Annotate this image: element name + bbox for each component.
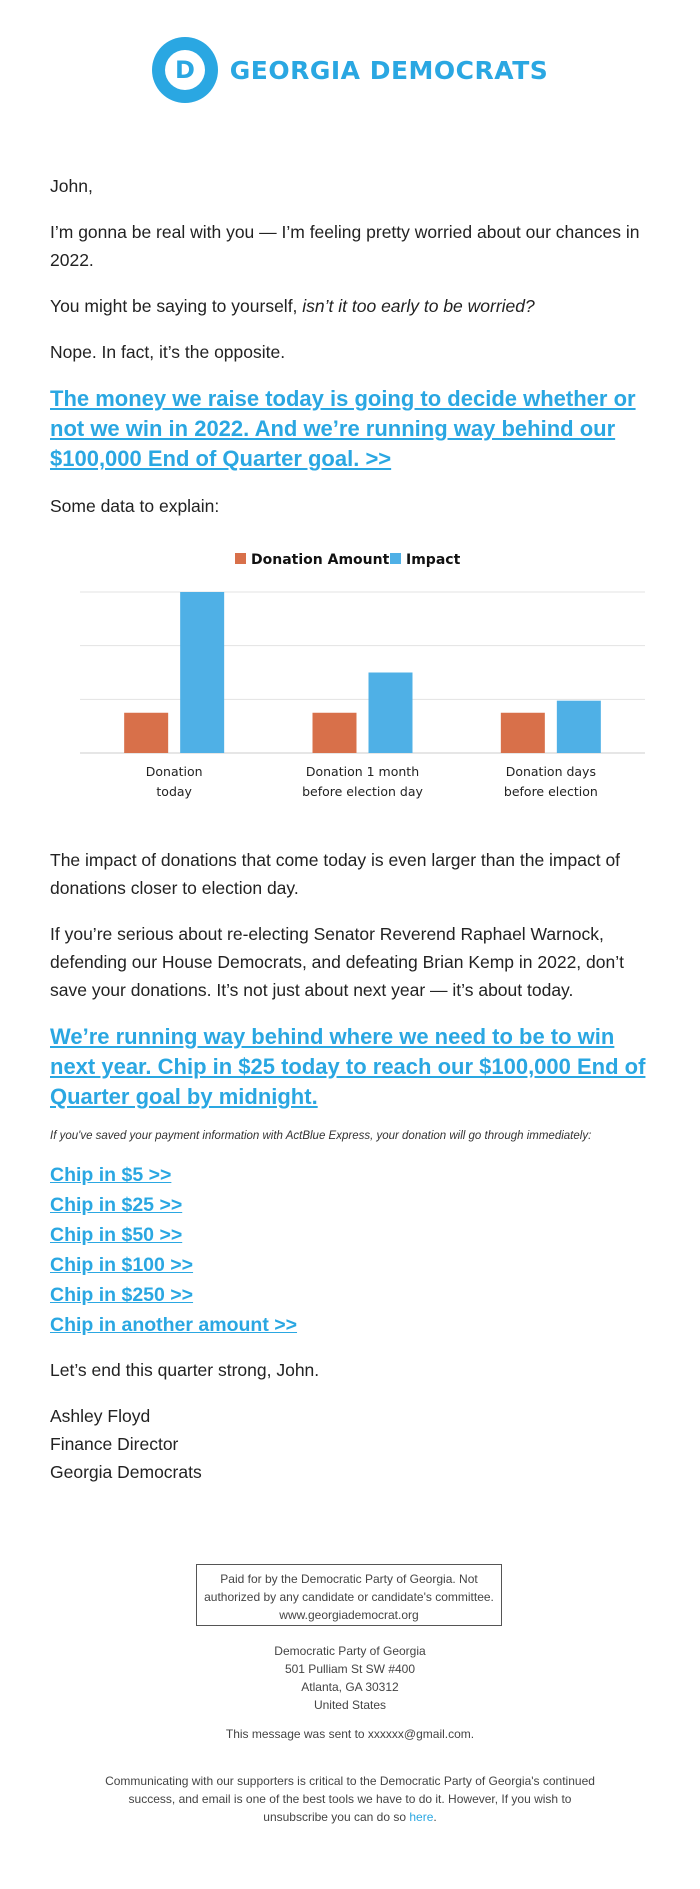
donation-impact-chart [50, 538, 655, 828]
chip-in-250-link[interactable]: Chip in $250 >> [50, 1284, 194, 1306]
category-label-1-line-2: today [156, 784, 192, 799]
mailing-address [0, 1642, 700, 1714]
disclaimer-line-2: authorized by any candidate or candidate's committee. [204, 1590, 494, 1604]
header [0, 30, 700, 110]
sent-to-notice: This message was sent to xxxxxx@gmail.com. [225, 1727, 475, 1741]
legend-swatch-1 [235, 553, 246, 564]
signature-title: Finance Director [50, 1434, 179, 1454]
disclaimer-line-1: Paid for by the Democratic Party of Georgia. Not [220, 1572, 478, 1586]
bar-impact-1 [180, 592, 224, 753]
chip-in-list [50, 1160, 655, 1340]
signature-name: Ashley Floyd [50, 1406, 151, 1426]
email-body [50, 172, 655, 1486]
chip-in-25-headline-link[interactable]: We’re running way behind where we need to be to win next year. Chip in $25 today to reach our $100,000 End of Quarter goal by midnight. [50, 1024, 646, 1109]
chip-in-100-link[interactable]: Chip in $100 >> [50, 1254, 194, 1276]
signature [50, 1402, 655, 1486]
unsubscribe-end: . [433, 1810, 437, 1824]
chart-svg [50, 538, 655, 828]
unsubscribe-link[interactable]: here [409, 1810, 434, 1824]
bar-donation-3 [501, 713, 545, 753]
category-label-3-line-2: before election [503, 784, 598, 799]
bar-donation-2 [313, 713, 357, 753]
category-label-2-line-1: Donation 1 month [305, 764, 420, 779]
unsubscribe-text: Communicating with our supporters is critical to the Democratic Party of Georgia's continued success, and email is one of the best tools we have to do it. However, If you wish to unsubscribe you can do so [105, 1774, 595, 1824]
logo-text: GEORGIA DEMOCRATS [229, 55, 549, 85]
legend-label-2: Impact [406, 552, 461, 568]
legend-label-1: Donation Amount [251, 552, 390, 568]
disclaimer-line-3: www.georgiademocrat.org [279, 1608, 419, 1622]
legend-swatch-2 [390, 553, 401, 564]
logo-letter: D [174, 56, 195, 84]
category-label-1-line-1: Donation [145, 764, 203, 779]
paragraph-5: The impact of donations that come today is even larger than the impact of donations closer to election day. [50, 850, 621, 898]
address-line-3: Atlanta, GA 30312 [301, 1680, 399, 1694]
bar-impact-3 [557, 701, 601, 753]
greeting: John, [50, 176, 93, 196]
chip-in-50-link[interactable]: Chip in $50 >> [50, 1224, 183, 1246]
paragraph-4: Some data to explain: [50, 496, 220, 516]
category-label-3-line-1: Donation days [505, 764, 596, 779]
paragraph-2 [50, 292, 655, 320]
unsubscribe-notice [100, 1772, 600, 1826]
paragraph-6: If you’re serious about re-electing Senator Reverend Raphael Warnock, defending our House Democrats, and defeating Brian Kemp in 2022, don’t save your donations. It’s not just about next year — it’s about today. [50, 924, 624, 1000]
category-label-2-line-2: before election day [302, 784, 423, 799]
chip-in-5-link[interactable]: Chip in $5 >> [50, 1164, 172, 1186]
paragraph-2-lead: You might be saying to yourself, [50, 296, 303, 316]
bar-donation-1 [124, 713, 168, 753]
donate-goal-link[interactable]: The money we raise today is going to decide whether or not we win in 2022. And we’re running way behind our $100,000 End of Quarter goal. >> [50, 386, 636, 471]
bar-impact-2 [369, 673, 413, 754]
chip-in-25-link[interactable]: Chip in $25 >> [50, 1194, 183, 1216]
address-line-1: Democratic Party of Georgia [274, 1644, 426, 1658]
signature-org: Georgia Democrats [50, 1462, 202, 1482]
chip-in-other-link[interactable]: Chip in another amount >> [50, 1314, 298, 1336]
address-line-4: United States [313, 1698, 387, 1712]
address-line-2: 501 Pulliam St SW #400 [284, 1662, 416, 1676]
logo-icon [152, 37, 218, 103]
closing: Let’s end this quarter strong, John. [50, 1360, 320, 1380]
disclaimer-box [196, 1564, 502, 1626]
paragraph-3: Nope. In fact, it’s the opposite. [50, 342, 286, 362]
paragraph-1: I’m gonna be real with you — I’m feeling pretty worried about our chances in 2022. [50, 222, 640, 270]
actblue-note: If you've saved your payment information with ActBlue Express, your donation will go through immediately: [50, 1130, 592, 1142]
paragraph-2-italic: isn’t it too early to be worried? [302, 296, 535, 316]
